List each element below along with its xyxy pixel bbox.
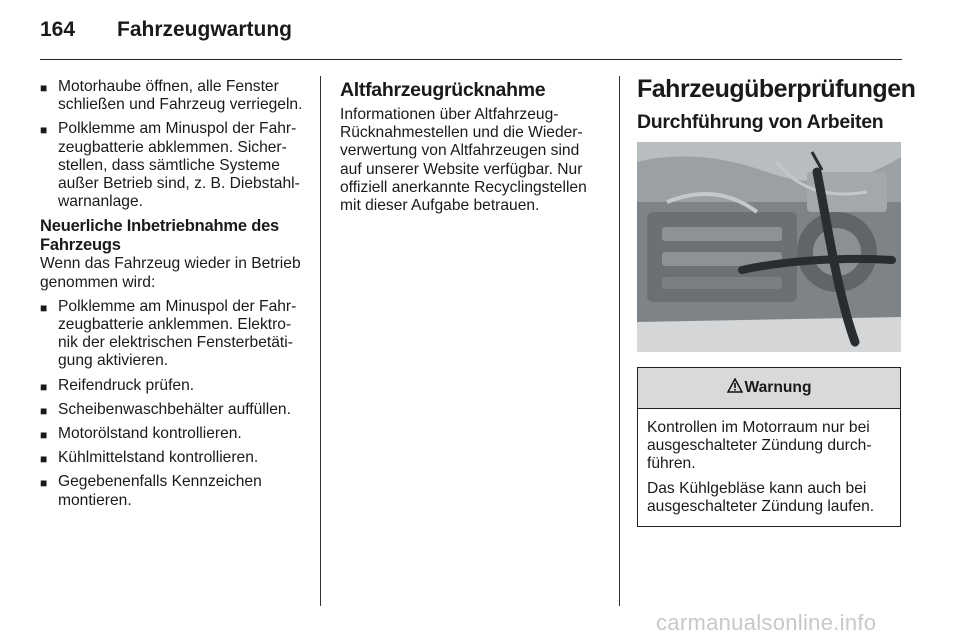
warning-body xyxy=(638,409,900,526)
page-header xyxy=(40,18,902,48)
warning-label: Warnung xyxy=(744,378,812,396)
warning-triangle-icon xyxy=(727,378,743,398)
column-2 xyxy=(340,78,602,221)
chapter-title: Fahrzeugwartung xyxy=(117,18,293,41)
list-item: ■ Polklemme am Minuspol der Fahr-zeugbatterie abklemmen. Sicher-stellen, dass sämtliche Systeme außer Betrieb sind, z. B. Diebstahl-warnanlage. xyxy=(40,120,300,211)
body-text: Informationen über Altfahrzeug-Rücknahmestellen und die Wieder-verwertung von Altfahrzeugen sind auf unserer Website verfügbar. Nur offiziell anerkannte Recyclingstellen mit dieser Aufgabe betrauen. xyxy=(340,106,587,215)
warning-header xyxy=(638,368,900,409)
warning-text: Das Kühlgebläse kann auch bei ausgeschalteter Zündung laufen. xyxy=(647,479,875,515)
list-item: ■ Scheibenwaschbehälter auffüllen. xyxy=(40,401,308,419)
square-bullet-icon: ■ xyxy=(40,452,48,467)
column-divider-2 xyxy=(619,76,620,606)
square-bullet-icon: ■ xyxy=(40,476,48,491)
section-heading: Neuerliche Inbetriebnahme des Fahrzeugs xyxy=(40,217,280,255)
column-3 xyxy=(637,75,916,527)
section-title: Fahrzeugüberprüfungen xyxy=(637,75,916,103)
list-item: ■ Motorhaube öffnen, alle Fenster schließen und Fahrzeug verriegeln. xyxy=(40,78,303,114)
list-item: ■ Motorölstand kontrollieren. xyxy=(40,425,308,443)
square-bullet-icon: ■ xyxy=(40,403,48,418)
bullet-list-top xyxy=(40,78,308,211)
intro-text: Wenn das Fahrzeug wieder in Betrieb genommen wird: xyxy=(40,255,301,291)
column-divider-1 xyxy=(320,76,321,606)
section-subtitle: Durchführung von Arbeiten xyxy=(637,111,884,133)
square-bullet-icon: ■ xyxy=(40,81,48,95)
list-item: ■ Reifendruck prüfen. xyxy=(40,377,308,395)
square-bullet-icon: ■ xyxy=(40,123,48,138)
square-bullet-icon: ■ xyxy=(40,300,48,315)
column-1 xyxy=(40,78,308,516)
square-bullet-icon: ■ xyxy=(40,379,48,394)
engine-bay-image xyxy=(637,142,901,352)
list-item: ■ Polklemme am Minuspol der Fahr-zeugbatterie anklemmen. Elektro-nik der elektrischen Fensterbetäti-gung aktivieren. xyxy=(40,297,297,370)
list-item: ■ Gegebenenfalls Kennzeichen montieren. xyxy=(40,473,262,509)
section-heading: Altfahrzeugrücknahme xyxy=(340,79,546,101)
bullet-list-bottom xyxy=(40,298,308,510)
warning-box xyxy=(637,367,901,527)
watermark: carmanualsonline.info xyxy=(656,610,877,635)
header-rule xyxy=(40,59,902,60)
page-number: 164 xyxy=(40,18,76,41)
warning-text: Kontrollen im Motorraum nur bei ausgeschalteter Zündung durch-führen. xyxy=(647,419,872,473)
square-bullet-icon: ■ xyxy=(40,428,48,443)
list-item: ■ Kühlmittelstand kontrollieren. xyxy=(40,449,308,467)
